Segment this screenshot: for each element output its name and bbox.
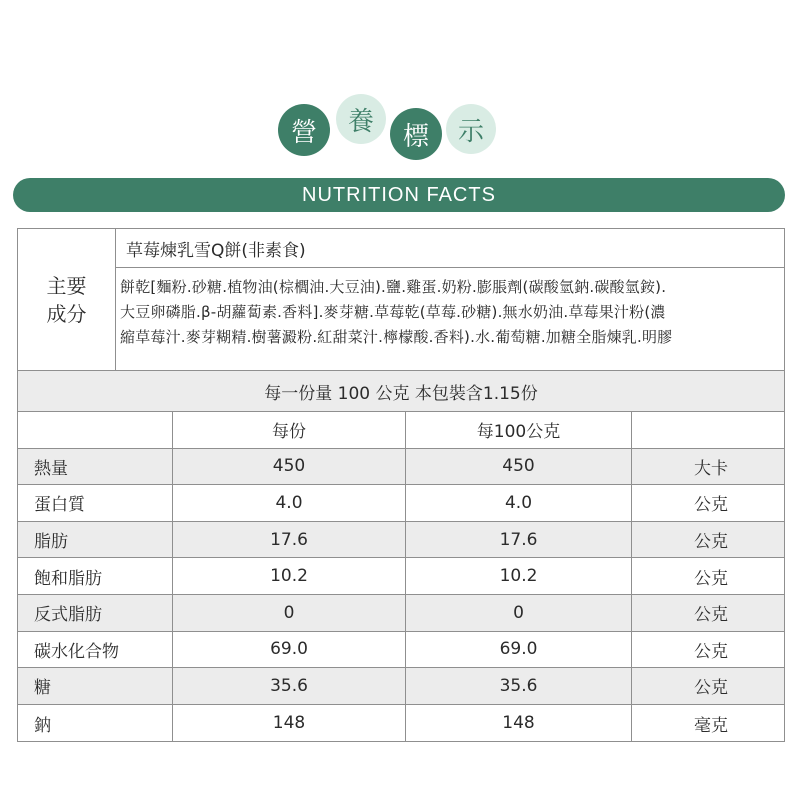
per-100g-value: 35.6: [406, 668, 632, 704]
table-row: [18, 449, 784, 486]
header-per-serving: 每份: [173, 412, 406, 448]
nutrient-name: 脂肪: [18, 522, 173, 558]
unit: 公克: [694, 532, 728, 553]
per-100g-value: 17.6: [406, 522, 632, 558]
per-serving-value: 69.0: [173, 632, 406, 668]
per-serving-value: 10.2: [173, 558, 406, 594]
ingredients-label: [18, 229, 116, 370]
title-circles: [0, 0, 800, 170]
table-row: [18, 485, 784, 522]
unit: 公克: [694, 568, 728, 589]
nutrition-facts-banner: NUTRITION FACTS: [13, 178, 785, 212]
ingredients-line-3: 縮草莓汁.麥芽糊精.樹薯澱粉.紅甜菜汁.檸檬酸.香料).水.葡萄糖.加糖全脂煉乳.明膠: [120, 328, 673, 346]
table-header-row: [18, 412, 784, 449]
header-unit: [632, 412, 784, 448]
nutrient-name: 熱量: [18, 449, 173, 485]
unit: 公克: [694, 641, 728, 662]
per-serving-value: 17.6: [173, 522, 406, 558]
nutrient-name: 蛋白質: [18, 485, 173, 521]
nutrient-grid: [18, 412, 784, 741]
per-serving-value: 148: [173, 705, 406, 742]
serving-size: 每一份量 100 公克 本包裝含1.15份: [18, 370, 784, 412]
nutrition-table: [17, 228, 785, 742]
ingredients-line-2: 大豆卵磷脂.β-胡蘿蔔素.香料].麥芽糖.草莓乾(草莓.砂糖).無水奶油.草莓果汁粉(濃: [120, 303, 666, 321]
table-row: [18, 558, 784, 595]
title-char-1: 營: [278, 104, 330, 156]
per-100g-value: 69.0: [406, 632, 632, 668]
ingredients-text: [116, 269, 784, 370]
per-100g-value: 0: [406, 595, 632, 631]
unit: 公克: [694, 605, 728, 626]
unit: 大卡: [694, 458, 728, 479]
product-name: 草莓煉乳雪Q餅(非素食): [116, 229, 784, 268]
table-row: [18, 632, 784, 669]
header-per-100g: 每100公克: [406, 412, 632, 448]
unit: 公克: [694, 495, 728, 516]
ingredients-label-line1: 主要: [46, 273, 87, 298]
per-serving-value: 450: [173, 449, 406, 485]
nutrient-name: 碳水化合物: [18, 632, 173, 668]
per-100g-value: 10.2: [406, 558, 632, 594]
table-row: [18, 595, 784, 632]
unit: 毫克: [694, 715, 728, 736]
unit: 公克: [694, 678, 728, 699]
header-nutrient: [18, 412, 173, 448]
nutrient-name: 反式脂肪: [18, 595, 173, 631]
nutrient-name: 飽和脂肪: [18, 558, 173, 594]
nutrient-name: 糖: [18, 668, 173, 704]
ingredients-line-1: 餅乾[麵粉.砂糖.植物油(棕櫚油.大豆油).鹽.雞蛋.奶粉.膨脹劑(碳酸氫鈉.碳酸氫銨).: [120, 278, 667, 296]
per-100g-value: 4.0: [406, 485, 632, 521]
per-serving-value: 35.6: [173, 668, 406, 704]
nutrient-name: 鈉: [18, 705, 173, 742]
per-serving-value: 0: [173, 595, 406, 631]
per-100g-value: 148: [406, 705, 632, 742]
table-row: [18, 668, 784, 705]
per-100g-value: 450: [406, 449, 632, 485]
per-serving-value: 4.0: [173, 485, 406, 521]
title-char-3: 標: [390, 108, 442, 160]
ingredients-label-line2: 成分: [46, 301, 87, 326]
table-row: [18, 705, 784, 742]
title-char-2: 養: [336, 94, 386, 144]
title-char-4: 示: [446, 104, 496, 154]
table-row: [18, 522, 784, 559]
